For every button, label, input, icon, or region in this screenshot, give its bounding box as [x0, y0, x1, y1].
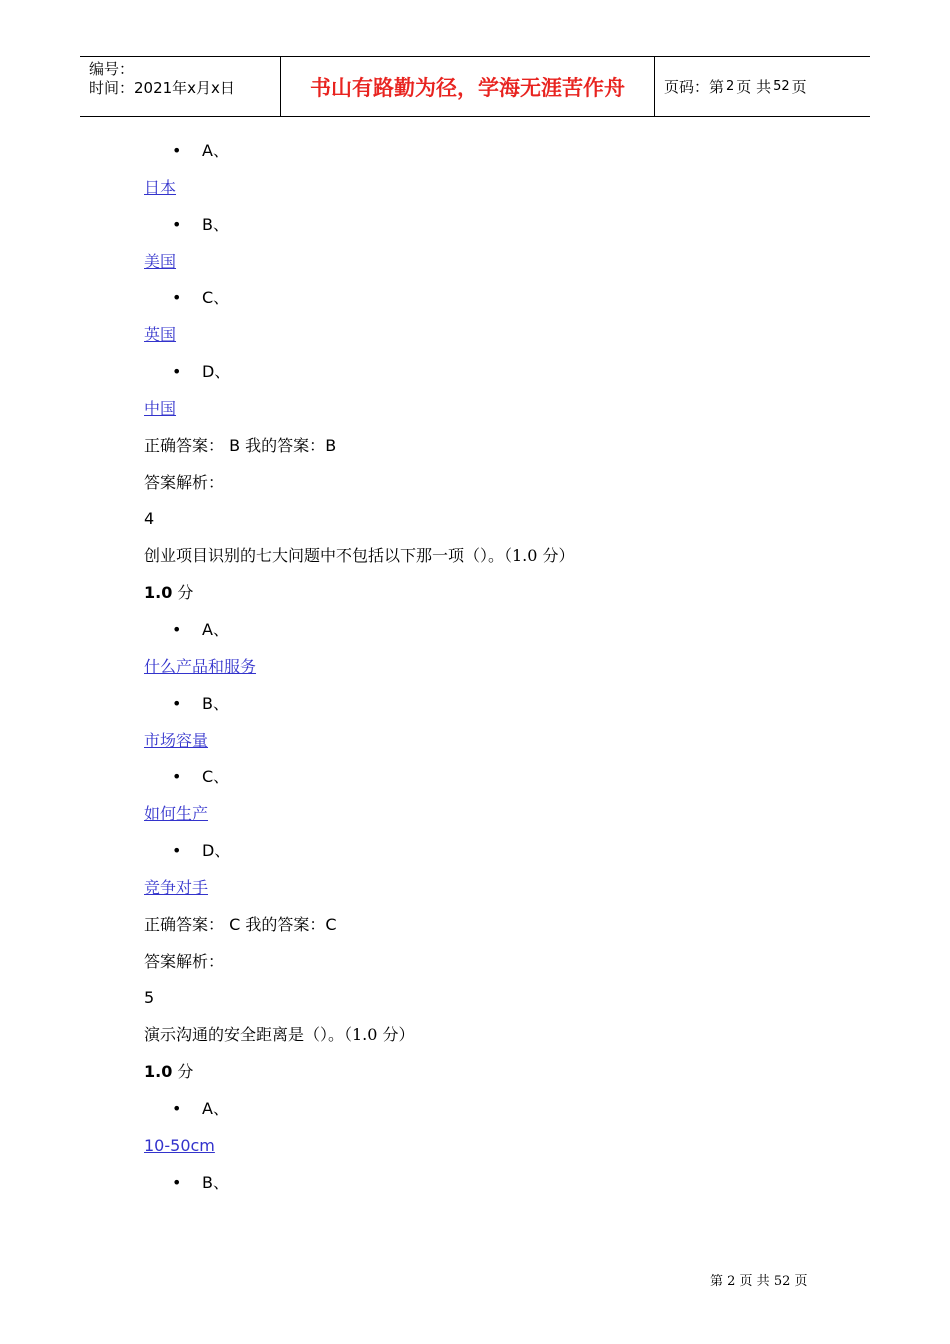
option-a-link[interactable]: 日本 [144, 177, 177, 197]
answer-line: 正确答案： B 我的答案：B [144, 435, 337, 455]
page-footer: 第 2 页 共 52 页 [710, 1274, 808, 1289]
question-number: 5 [144, 988, 155, 1008]
page-header [80, 56, 870, 117]
number-label: 编号： [89, 60, 135, 78]
header-meta [80, 57, 281, 116]
option-c-link[interactable]: 英国 [144, 325, 177, 345]
answer-analysis: 答案解析： [144, 472, 225, 492]
answer-analysis: 答案解析： [144, 951, 225, 971]
question-text: 演示沟通的安全距离是（）。（1.0 分） [144, 1025, 415, 1045]
footer-page-total: 52 [773, 1274, 791, 1289]
footer-page-current: 2 [727, 1274, 736, 1289]
option-a-link[interactable]: 什么产品和服务 [144, 656, 257, 676]
header-motto: 书山有路勤为径，学海无涯苦作舟 [281, 57, 655, 116]
option-b-letter: • B、 [144, 207, 844, 244]
question-score: 1.0 分 [144, 1062, 194, 1082]
question-content [144, 133, 844, 1201]
option-d-link[interactable]: 竞争对手 [144, 877, 209, 897]
option-d-link[interactable]: 中国 [144, 398, 177, 418]
option-c-letter: • C、 [144, 280, 844, 317]
option-b-letter: • B、 [144, 1165, 844, 1202]
option-b-letter: • B、 [144, 686, 844, 723]
option-d-letter: • D、 [144, 354, 844, 391]
header-page-info: 页码：第 2 页 共 52 页 [664, 78, 807, 96]
header-page-current: 2 [726, 79, 735, 94]
answer-line: 正确答案： C 我的答案：C [144, 914, 337, 934]
option-b-link[interactable]: 市场容量 [144, 730, 209, 750]
option-a-link[interactable]: 10-50cm [144, 1135, 215, 1155]
question-score: 1.0 分 [144, 583, 194, 603]
time-label: 时间：2021年x月x日 [89, 79, 235, 97]
header-page-total: 52 [773, 79, 790, 94]
option-c-letter: • C、 [144, 759, 844, 796]
question-text: 创业项目识别的七大问题中不包括以下那一项（）。（1.0 分） [144, 546, 575, 566]
option-c-link[interactable]: 如何生产 [144, 804, 209, 824]
option-a-letter: • A、 [144, 133, 844, 170]
option-a-letter: • A、 [144, 612, 844, 649]
option-b-link[interactable]: 美国 [144, 251, 177, 271]
option-d-letter: • D、 [144, 833, 844, 870]
question-number: 4 [144, 509, 155, 529]
option-a-letter: • A、 [144, 1091, 844, 1128]
